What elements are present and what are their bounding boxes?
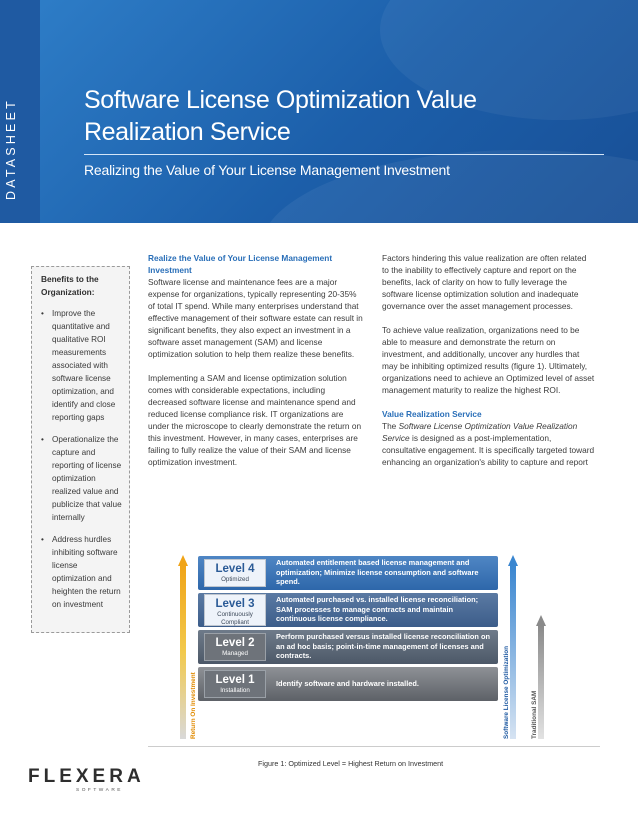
body-column-left [148,252,364,468]
level-description: Perform purchased versus installed license reconciliation on an ad hoc basis; point-in-time management of licenses and contracts. [276,632,490,660]
logo-wordmark: FLEXERA [28,766,145,787]
section-heading: Realize the Value of Your License Management Investment [148,253,333,275]
benefits-box [31,266,130,633]
title-line-2: Realization Service [84,118,291,146]
header-banner [0,0,638,223]
datasheet-label: DATASHEET [4,98,18,200]
bullet-icon: • [41,535,44,544]
logo-subtitle: SOFTWARE [76,788,124,793]
figure-divider [148,746,600,747]
page-subtitle: Realizing the Value of Your License Management Investment [84,162,450,178]
paragraph: Factors hindering this value realization are often related to the inability to effectively capture and report on the benefits, lack of clarity on how to fully leverage the software license optimization solution and inadequate governance over the asset management processes. [382,253,587,311]
traditional-sam-axis-label: Traditional SAM [531,690,538,739]
level-row-2 [198,630,498,664]
paragraph: Software license and maintenance fees are a major expense for organizations, typically representing 20-35% of total IT spend. While many enterprises understand that effective management of their software estate can result in significant benefits, they also expect an investment in a software asset management (SAM) and license optimization solution to help them realize these benefits. [148,277,363,359]
title-divider [84,154,604,155]
slo-axis-label: Software License Optimization [503,645,510,739]
bullet-icon: • [41,435,44,444]
page-title [84,84,584,148]
benefit-item: • Operationalize the capture and reporting of license optimization realized value and publicize that value internally [41,435,122,522]
roi-arrow-icon [178,555,188,739]
benefit-item: • Address hurdles inhibiting software license optimization and heighten the return on investment [41,535,121,609]
paragraph: To achieve value realization, organizations need to be able to measure and demonstrate the return on investment, and additionally, uncover any hurdles that may be inhibiting optimized results (figure 1). Ultimately, organizations need to achieve an Optimized level of asset management maturity to realize the highest ROI. [382,325,595,395]
section-heading: Value Realization Service [382,409,482,419]
paragraph: Implementing a SAM and license optimization solution comes with considerable expectations, including decreased software license and maintenance spend and reduced license compliance risk. IT organizations are under the microscope to clearly demonstrate the return on this investment. However, in many cases, enterprises are failing to fully realize the value of their SAM and license optimization investment. [148,373,362,467]
level-badge: Level 4 Optimized [204,559,266,587]
level-badge: Level 3 Continuously Compliant [204,594,266,626]
body-column-right [382,252,595,468]
paragraph: The Software License Optimization Value Realization Service is designed as a post-implementation, consultative engagement. It is specifically targeted toward enhancing an organization's ability to capture and report [382,421,595,467]
benefit-item: • Improve the quantitative and qualitative ROI measurements associated with software license optimization, and identify and close reporting gaps [41,309,116,422]
benefits-heading: Benefits to the Organization: [41,274,99,297]
title-line-1: Software License Optimization Value [84,86,477,114]
level-description: Automated entitlement based license management and optimization; Minimize license consumption and software spend. [276,558,479,586]
maturity-figure [176,555,556,745]
level-description: Automated purchased vs. installed license reconciliation; SAM processes to manage contracts and maintain continuous license compliance. [276,595,479,623]
roi-axis-label: Return On Investment [190,672,197,739]
level-row-4 [198,556,498,590]
figure-caption: Figure 1: Optimized Level = Highest Return on Investment [258,759,444,768]
flexera-logo [28,766,148,796]
bullet-icon: • [41,309,44,318]
benefits-list [41,307,123,611]
level-badge: Level 2 Managed [204,633,266,661]
level-description: Identify software and hardware installed. [276,679,419,688]
level-row-3 [198,593,498,627]
level-badge: Level 1 Installation [204,670,266,698]
level-row-1 [198,667,498,701]
